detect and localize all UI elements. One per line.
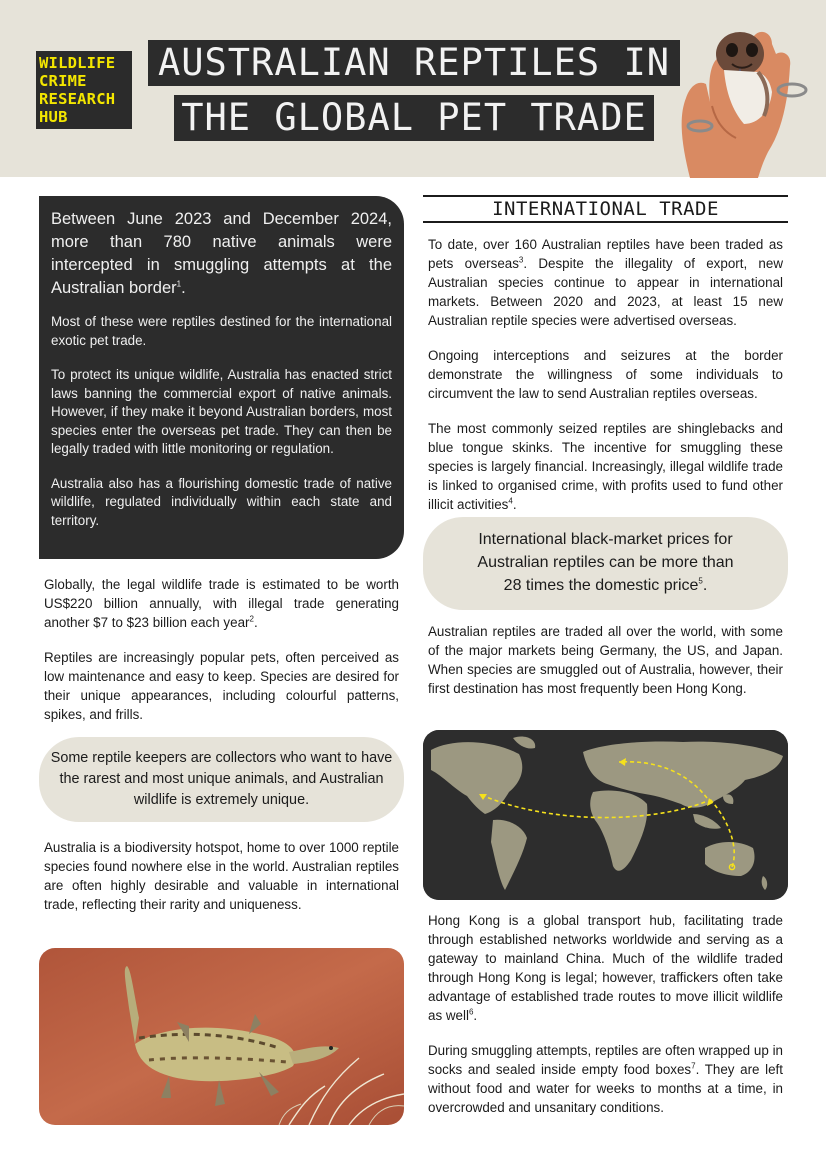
biodiversity-paragraph: Australia is a biodiversity hotspot, home to over 1000 reptile species found nowhere else in the world. Australian reptiles are often highly desirable and valuable in international trade, reflecting their rarity and uniqueness.	[44, 840, 399, 912]
markets-paragraph: Australian reptiles are traded all over the world, with some of the major markets being Germany, the US, and Japan. When species are smuggled out of Australia, however, their first destination has most frequently been Hong Kong.	[428, 624, 783, 696]
hand-holding-gecko-image	[672, 6, 822, 178]
right-body-text-top	[428, 235, 783, 530]
callout-line-3: 28 times the domestic price$^5$.	[503, 576, 708, 594]
callout-line-1: International black-market prices for	[478, 531, 733, 548]
right-body-text-bottom	[428, 911, 783, 1133]
page-title-line-1: AUSTRALIAN REPTILES IN	[148, 40, 680, 86]
reptile-pets-paragraph: Reptiles are increasingly popular pets, often perceived as low maintenance and easy to keep. Species are desired for their unique appearances, including colourful patterns, spikes, and frills.	[44, 650, 399, 722]
logo-line-4: HUB	[39, 108, 68, 126]
thorny-devil-photo	[39, 948, 404, 1125]
intro-lead-paragraph: Between June 2023 and December 2024, more than 780 native animals were intercepted in smuggling attempts at the Australian border$^1$.	[51, 210, 392, 297]
logo-line-3: RESEARCH	[39, 90, 116, 108]
hong-kong-hub-paragraph: Hong Kong is a global transport hub, facilitating trade through established networks worldwide and serving as a gateway to mainland China. Much of the wildlife traded through Hong Kong is legal; however, traffickers often take advantage of established trade routes to move illicit wildlife as well$^6$.	[428, 913, 783, 1023]
left-body-text	[44, 575, 399, 740]
traded-overseas-paragraph: To date, over 160 Australian reptiles have been traded as pets overseas$^3$. Despite the illegality of export, new Australian species continue to appear in international markets. Between 2020 and 2023, at least 15 new Australian reptile species were advertised overseas.	[428, 237, 783, 328]
black-market-price-callout	[423, 517, 788, 610]
intro-paragraph-1: Most of these were reptiles destined for the international exotic pet trade.	[51, 314, 392, 348]
biodiversity-text	[44, 838, 399, 930]
page-title-line-2: THE GLOBAL PET TRADE	[174, 95, 654, 141]
global-trade-paragraph: Globally, the legal wildlife trade is estimated to be worth US$220 billion annually, with illegal trade generating another $7 to $23 billion each year$^2$.	[44, 577, 399, 630]
collectors-callout: Some reptile keepers are collectors who want to have the rarest and most unique animals, and Australian wildlife is extremely unique.	[39, 737, 404, 822]
header-banner	[0, 0, 826, 177]
logo-line-1: WILDLIFE	[39, 54, 116, 72]
seized-reptiles-paragraph: The most commonly seized reptiles are shinglebacks and blue tongue skinks. The incentive for smuggling these species is largely financial. Increasingly, illegal wildlife trade is linked to organised crime, with profits used to fund other illicit activities$^4$.	[428, 421, 783, 512]
callout-line-2: Australian reptiles can be more than	[477, 554, 734, 571]
intro-paragraph-2: To protect its unique wildlife, Australia has enacted strict laws banning the commercial export of native animals. However, if they make it beyond Australian borders, most species enter the overseas pet trade. They can then be legally traded with little monitoring or regulation.	[51, 367, 392, 456]
wildlife-crime-research-hub-logo	[36, 51, 132, 129]
intro-dark-panel	[39, 196, 404, 559]
intro-paragraph-3: Australia also has a flourishing domestic trade of native wildlife, regulated individually within each state and territory.	[51, 475, 392, 528]
smuggling-conditions-paragraph: During smuggling attempts, reptiles are often wrapped up in socks and sealed inside empty food boxes$^7$. They are left without food and water for weeks to months at a time, in overcrowded and unsanitary conditions.	[428, 1043, 783, 1115]
logo-line-2: CRIME	[39, 72, 87, 90]
interceptions-paragraph: Ongoing interceptions and seizures at the border demonstrate the willingness of some individuals to circumvent the law to send Australian reptiles overseas.	[428, 348, 783, 401]
world-trade-route-map	[423, 730, 788, 900]
markets-text	[428, 622, 783, 714]
international-trade-heading: INTERNATIONAL TRADE	[423, 195, 788, 223]
